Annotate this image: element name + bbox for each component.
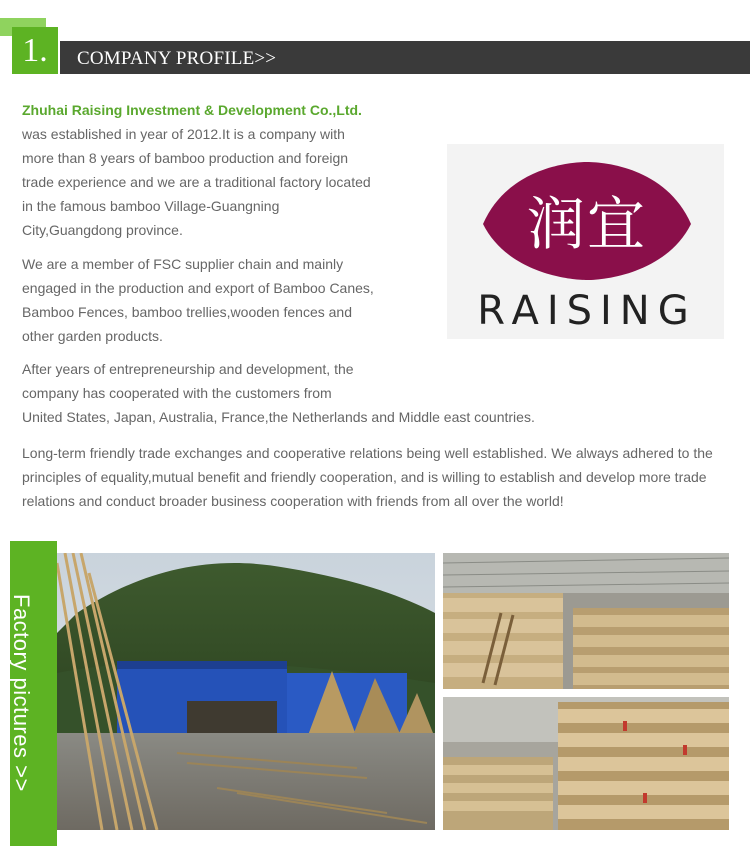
section-title: COMPANY PROFILE>> (60, 41, 750, 74)
text-line: United States, Japan, Australia, France,the Netherlands and Middle east countries. (22, 409, 535, 425)
text-line: more than 8 years of bamboo production and foreign (22, 150, 349, 166)
svg-text:RAISING: RAISING (477, 288, 697, 334)
text-line: was established in year of 2012.It is a company with (22, 126, 345, 142)
intro-paragraph (22, 98, 382, 242)
company-logo (447, 144, 724, 339)
warehouse-photo-2 (443, 697, 729, 830)
member-paragraph (22, 252, 392, 348)
section-number: 1. (12, 27, 58, 74)
text-line: engaged in the production and export of Bamboo Canes, (22, 280, 374, 296)
text-line: in the famous bamboo Village-Guangning (22, 198, 280, 214)
text-line: We are a member of FSC supplier chain and mainly (22, 256, 344, 272)
text-line: relations and conduct broader business cooperation with friends from all over the world! (22, 493, 564, 509)
factory-pictures-label: Factory pictures >> (9, 594, 34, 792)
text-line: Bamboo Fences, bamboo trellies,wooden fences and (22, 304, 352, 320)
warehouse-photo-1 (443, 553, 729, 689)
text-line: principles of equality,mutual benefit and friendly cooperation, and is willing to establish and develop more trade (22, 469, 707, 485)
text-line: company has cooperated with the customers from (22, 385, 332, 401)
text-line: trade experience and we are a traditional factory located (22, 174, 371, 190)
text-line: Long-term friendly trade exchanges and cooperative relations being well established. We always adhered to the (22, 445, 713, 461)
cooperation-paragraph (22, 357, 562, 429)
relations-paragraph (22, 441, 732, 513)
factory-yard-photo (57, 553, 435, 830)
text-line: other garden products. (22, 328, 163, 344)
company-name: Zhuhai Raising Investment & Development Co.,Ltd. (22, 102, 362, 118)
svg-text:润宜: 润宜 (526, 190, 648, 258)
text-line: City,Guangdong province. (22, 222, 183, 238)
text-line: After years of entrepreneurship and development, the (22, 361, 354, 377)
